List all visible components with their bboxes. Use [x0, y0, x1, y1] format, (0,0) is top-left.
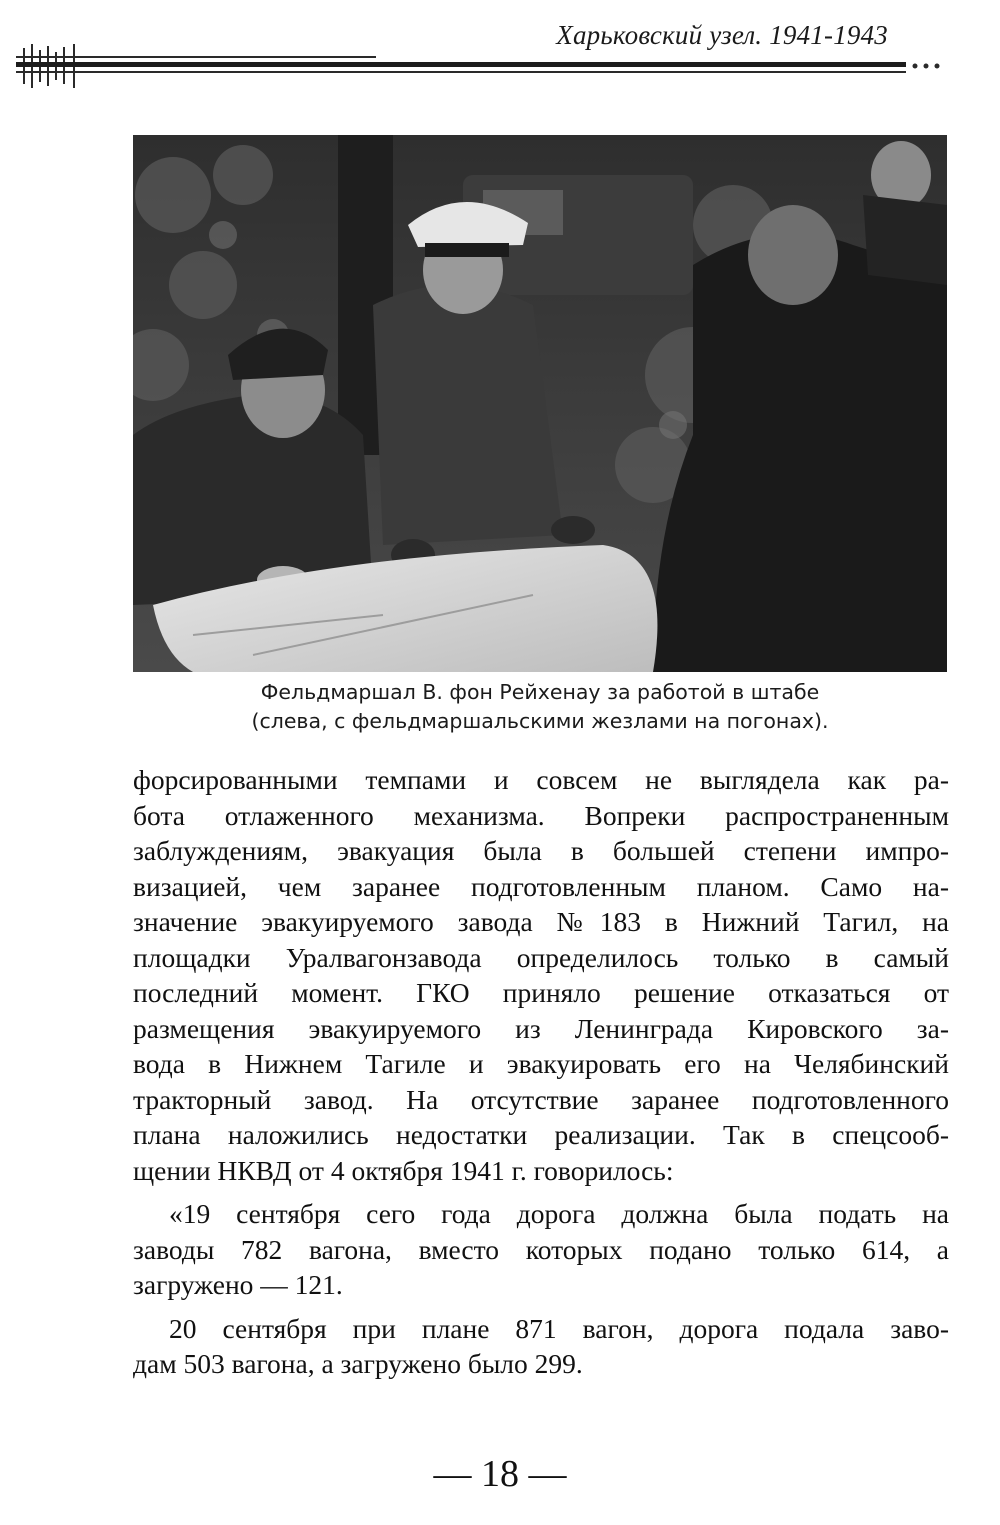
caption-line: (слева, с фельдмаршальскими жезлами на погонах). — [251, 709, 829, 733]
header-rule-ornament — [16, 44, 946, 88]
historical-photo — [133, 135, 947, 672]
text-line: плана наложились недостатки реализации. Так в спецсооб- — [133, 1119, 949, 1150]
text-line: тракторный завод. На отсутствие заранее подготовленного — [133, 1083, 949, 1115]
running-title: Харьковский узел. 1941-1943 — [556, 20, 888, 50]
text-line: последний момент. ГКО приняло решение отказаться от — [133, 977, 949, 1008]
text-line: значение эвакуируемого завода №183 в Нижний Тагил, на — [133, 906, 949, 937]
text-line: заводы 782 вагона, вместо которых подано только 614, а — [133, 1233, 949, 1265]
text-line: форсированными темпами и совсем не выглядела как ра- — [133, 764, 949, 795]
paragraph — [133, 1196, 949, 1303]
text-line: вода в Нижнем Тагиле и эвакуировать его на Челябинский — [133, 1048, 949, 1079]
body-text — [133, 762, 949, 1382]
caption-line: Фельдмаршал В. фон Рейхенау за работой в штабе — [260, 680, 820, 704]
text-line: визацией, чем заранее подготовленным планом. Само на- — [133, 870, 949, 902]
text-line: 20 сентября при плане 871 вагон, дорога подала заво- — [169, 1312, 949, 1344]
text-line: бота отлаженного механизма. Вопреки распространенным — [133, 799, 949, 831]
photo-caption — [130, 678, 950, 736]
paragraph — [133, 1311, 949, 1382]
text-line: дам 503 вагона, а загружено было 299. — [133, 1348, 583, 1379]
paragraph — [133, 762, 949, 1188]
text-line: «19 сентября сего года дорога должна была подать на — [169, 1198, 949, 1229]
text-line: площадки Уралвагонзавода определилось только в самый — [133, 941, 949, 973]
text-line: размещения эвакуируемого из Ленинграда Кировского за- — [133, 1012, 949, 1044]
text-line: заблуждениям, эвакуация была в большей степени импро- — [133, 835, 949, 866]
text-line: щении НКВД от 4 октября 1941 г. говорилось: — [133, 1154, 674, 1186]
page-number: — 18 — — [433, 1453, 567, 1495]
text-line: загружено — 121. — [133, 1269, 343, 1300]
